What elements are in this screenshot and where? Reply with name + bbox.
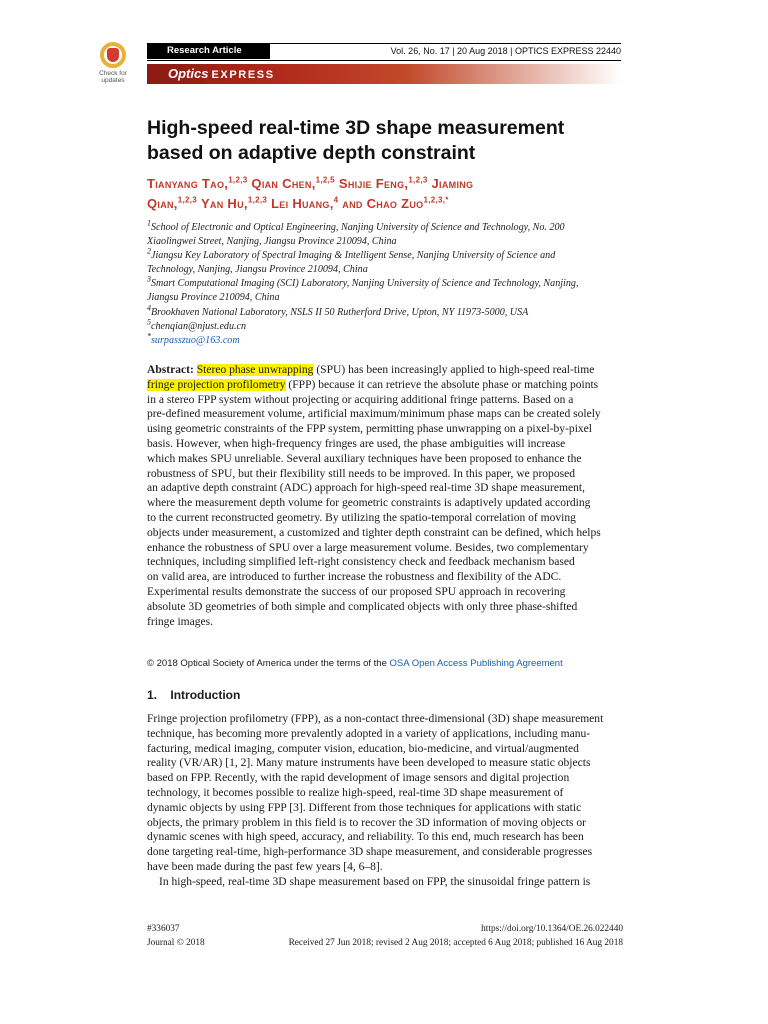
affiliation-mark: 4 bbox=[147, 303, 151, 313]
abstract-text: on valid area, are introduced to further increase the robustness and flexibility of the ADC. bbox=[147, 571, 562, 584]
abstract-text: enhance the robustness of SPU over a large measurement volume. Besides, two complementary bbox=[147, 541, 589, 554]
intro-line: dynamic scenes with high speed, accuracy, and reliability. To this end, much research has been bbox=[147, 831, 584, 844]
check-for-updates-badge[interactable] bbox=[92, 42, 134, 84]
journal-logo bbox=[168, 64, 275, 84]
footer-right bbox=[289, 922, 623, 950]
affiliation-line bbox=[147, 317, 627, 334]
abstract-line bbox=[147, 526, 623, 541]
section-number: 1. bbox=[147, 688, 158, 702]
intro-line: technology, it becomes possible to realize high-speed, real-time 3D shape measurement of bbox=[147, 786, 564, 799]
abstract-line bbox=[147, 437, 623, 452]
publication-dates: Received 27 Jun 2018; revised 2 Aug 2018; accepted 6 Aug 2018; published 16 Aug 2018 bbox=[288, 938, 623, 948]
author-affiliation-marks: 4 bbox=[333, 195, 339, 205]
abstract-text: basis. However, when high-frequency fringes are used, the phase ambiguities will increase bbox=[147, 437, 566, 450]
author-name: Yan Hu, bbox=[200, 195, 248, 211]
intro-line: have been made during the past few years [4, 6–8]. bbox=[147, 860, 383, 873]
author-line bbox=[147, 194, 627, 214]
title-line: based on adaptive depth constraint bbox=[147, 142, 476, 164]
abstract-text: (FPP) because it can retrieve the absolute phase or matching points bbox=[285, 378, 599, 391]
journal-logo-word-1: Optics bbox=[168, 66, 209, 81]
intro-line: In high-speed, real-time 3D shape measurement based on FPP, the sinusoidal fringe pattern is bbox=[159, 875, 591, 888]
email-link[interactable]: surpasszuo@163.com bbox=[151, 334, 240, 346]
affiliation-text: Xiaolingwei Street, Nanjing, Jiangsu Province 210094, China bbox=[147, 236, 397, 248]
intro-line: Fringe projection profilometry (FPP), as a non-contact three-dimensional (3D) shape measurement bbox=[147, 713, 604, 725]
affiliation-line bbox=[147, 291, 627, 305]
footer-left bbox=[147, 922, 205, 950]
volume-info: Vol. 26, No. 17 | 20 Aug 2018 | OPTICS EXPRESS 22440 bbox=[390, 46, 621, 56]
affiliation-mark: 1 bbox=[147, 218, 151, 228]
introduction-text bbox=[147, 712, 623, 890]
author-affiliation-marks: 1,2,3 bbox=[247, 195, 268, 205]
affiliation-line bbox=[147, 246, 627, 263]
author-affiliation-marks: 1,2,3 bbox=[177, 195, 198, 205]
intro-line: dynamic objects by using FPP [3]. Different from those techniques for applications with static bbox=[147, 801, 582, 814]
intro-line: reality (VR/AR) [1, 2]. Many mature instruments have been developed to measure static objects bbox=[147, 757, 591, 770]
abstract-text: objects under measurement, a customized and tighter depth constraint can be defined, which helps bbox=[147, 526, 601, 539]
affiliation-text: Jiangsu Province 210094, China bbox=[147, 292, 280, 304]
affiliation-line bbox=[147, 218, 627, 235]
copyright-notice bbox=[147, 657, 563, 670]
author-name: Qian, bbox=[147, 195, 178, 211]
affiliation-line bbox=[147, 277, 627, 291]
author-name: Tianyang Tao, bbox=[147, 176, 229, 191]
abstract-line bbox=[147, 378, 623, 393]
abstract-line bbox=[147, 585, 623, 600]
affiliation-line bbox=[147, 235, 627, 249]
highlighted-text: fringe projection profilometry bbox=[147, 378, 286, 391]
abstract-text: pre-defined measurement volume, artificial maximum/minimum phase maps can be created solely bbox=[147, 408, 601, 421]
journal-logo-word-2: EXPRESS bbox=[211, 69, 275, 81]
section-title: Introduction bbox=[170, 688, 241, 702]
author-name: Shijie Feng, bbox=[338, 176, 409, 191]
abstract-text: using geometric constraints of the FPP system, permitting phase unwrapping on a pixel-by-pixel bbox=[147, 423, 593, 436]
license-link[interactable]: OSA Open Access Publishing Agreement bbox=[389, 658, 563, 669]
affiliation-text: Brookhaven National Laboratory, NSLS II 50 Rutherford Drive, Upton, NY 11973-5000, USA bbox=[151, 306, 529, 318]
title-line: High-speed real-time 3D shape measurement bbox=[147, 117, 565, 139]
intro-line: objects, the primary problem in this field is to recover the 3D information of moving objects or bbox=[147, 816, 587, 829]
abstract-line bbox=[147, 541, 623, 556]
affiliation-text: School of Electronic and Optical Engineering, Nanjing University of Science and Technology, No. 200 bbox=[151, 222, 565, 233]
abstract-line bbox=[147, 555, 623, 570]
affiliation-mark: 3 bbox=[147, 275, 151, 285]
abstract-line bbox=[147, 600, 623, 615]
abstract-text: an adaptive depth constraint (ADC) approach for high-speed real-time 3D shape measurement, bbox=[147, 482, 585, 495]
abstract-text: in a stereo FPP system without projecting or acquiring additional fringe patterns. Based on a bbox=[147, 393, 574, 406]
author-line bbox=[147, 174, 627, 194]
paper-title bbox=[147, 116, 627, 166]
affiliation-text: Smart Computational Imaging (SCI) Laboratory, Nanjing University of Science and Technology, Nanjing, bbox=[151, 278, 579, 290]
author-name: and Chao Zuo bbox=[342, 195, 424, 211]
badge-line-1: Check for bbox=[99, 70, 127, 77]
abstract-line bbox=[147, 481, 623, 496]
affiliation-mark: 2 bbox=[147, 246, 151, 256]
affiliation-text: Technology, Nanjing, Jiangsu Province 210094, China bbox=[147, 264, 368, 276]
author-name: Jiaming bbox=[431, 176, 474, 191]
section-heading bbox=[147, 687, 240, 703]
abstract-line bbox=[147, 615, 623, 630]
article-type-label: Research Article bbox=[147, 43, 270, 59]
abstract-text: fringe images. bbox=[147, 615, 214, 628]
journal-copyright: Journal © 2018 bbox=[147, 938, 205, 948]
affiliation-mark: 5 bbox=[147, 317, 151, 327]
abstract-label: Abstract: bbox=[147, 364, 194, 376]
abstract-text: which makes SPU unreliable. Several auxiliary techniques have been proposed to enhance the bbox=[147, 452, 582, 465]
intro-line: done targeting real-time, high-performance 3D shape measurement, and considerable progresses bbox=[147, 846, 593, 859]
abstract-text: Experimental results demonstrate the success of our proposed SPU approach in recovering bbox=[147, 585, 566, 598]
affiliation-line bbox=[147, 263, 627, 277]
abstract bbox=[147, 363, 623, 629]
abstract-line bbox=[147, 467, 623, 482]
abstract-line bbox=[147, 452, 623, 467]
abstract-line bbox=[147, 407, 623, 422]
manuscript-id: #336037 bbox=[147, 924, 180, 934]
affiliation-mark: * bbox=[147, 331, 151, 341]
abstract-text: where the measurement depth volume for geometric constraints is adaptively updated according bbox=[147, 497, 591, 510]
affiliation-text: Jiangsu Key Laboratory of Spectral Imaging & Intelligent Sense, Nanjing University of Science and bbox=[151, 250, 556, 262]
highlighted-text: Stereo phase unwrapping bbox=[196, 364, 314, 376]
abstract-line bbox=[147, 393, 623, 408]
affiliations bbox=[147, 218, 627, 348]
author-name: Lei Huang, bbox=[271, 195, 334, 211]
abstract-line bbox=[147, 422, 623, 437]
author-affiliation-marks: 1,2,5 bbox=[315, 175, 335, 185]
author-name: Qian Chen, bbox=[251, 176, 316, 191]
affiliation-line bbox=[147, 303, 627, 320]
abstract-text: (SPU) has been increasingly applied to high-speed real-time bbox=[313, 364, 595, 376]
abstract-line bbox=[147, 496, 623, 511]
crossmark-icon bbox=[100, 42, 126, 68]
abstract-text: to the current reconstructed geometry. By utilizing the spatio-temporal correlation of moving bbox=[147, 511, 576, 524]
intro-line: technique, has becoming more prevalently adopted in a variety of applications, including manu- bbox=[147, 727, 591, 740]
author-affiliation-marks: 1,2,3 bbox=[228, 175, 248, 185]
abstract-text: robustness of SPU, but their flexibility still needs to be improved. In this paper, we proposed bbox=[147, 467, 575, 480]
badge-line-2: updates bbox=[101, 77, 125, 84]
copyright-text: © 2018 Optical Society of America under the terms of the bbox=[147, 658, 390, 669]
author-list bbox=[147, 174, 627, 213]
affiliation-line bbox=[147, 331, 627, 348]
intro-line: based on FPP. Recently, with the rapid development of image sensors and digital projection bbox=[147, 772, 570, 785]
abstract-line bbox=[147, 363, 623, 378]
abstract-line bbox=[147, 511, 623, 526]
author-affiliation-marks: 1,2,3 bbox=[408, 175, 428, 185]
affiliation-text: chenqian@njust.edu.cn bbox=[151, 320, 247, 332]
author-affiliation-marks: 1,2,3,* bbox=[423, 195, 449, 205]
abstract-line bbox=[147, 570, 623, 585]
abstract-text: techniques, including simplified left-right consistency check and feedback mechanism based bbox=[147, 556, 575, 569]
intro-line: facturing, medical imaging, computer vision, education, bio-medicine, and virtual/augmented bbox=[147, 742, 579, 755]
abstract-text: absolute 3D geometries of both simple and complicated objects with only three phase-shifted bbox=[147, 600, 578, 613]
doi-link[interactable]: https://doi.org/10.1364/OE.26.022440 bbox=[481, 924, 623, 934]
